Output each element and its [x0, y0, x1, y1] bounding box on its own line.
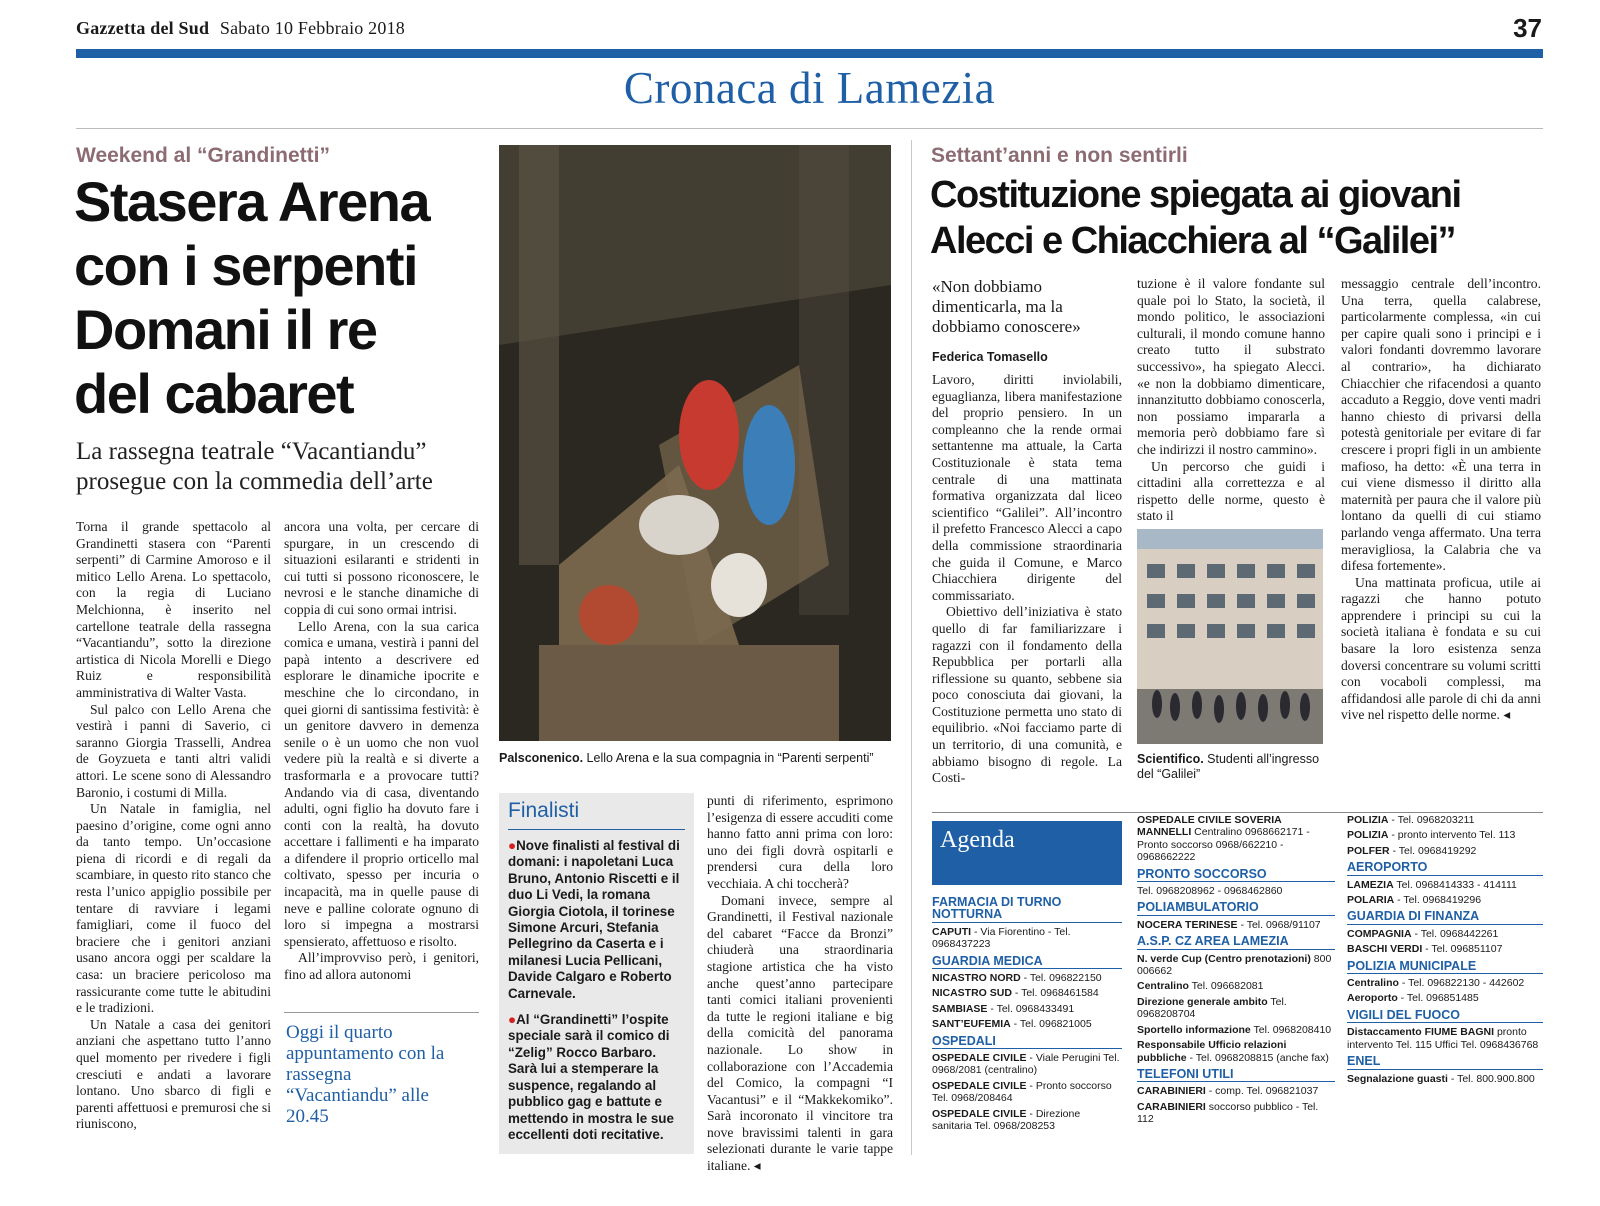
agenda-entry-detail: - Tel. 0968203211	[1388, 814, 1475, 826]
agenda-entry-name: POLFER	[1347, 844, 1390, 857]
finalisti-text-2	[508, 1012, 685, 1143]
headline-line-4: del cabaret	[74, 362, 354, 425]
agenda-entry-detail: - Viale Perugini Tel. 0968/2081 (centralino)	[932, 1052, 1120, 1077]
center-col	[707, 793, 893, 1175]
agenda-entry	[1137, 1039, 1335, 1064]
agenda-entry	[1347, 1073, 1543, 1085]
left-kicker: Weekend al “Grandinetti”	[76, 144, 330, 167]
agenda-heading: GUARDIA DI FINANZA	[1347, 910, 1543, 924]
agenda-entry	[1137, 885, 1335, 897]
school-photo	[1137, 529, 1323, 744]
agenda-rule	[932, 812, 1543, 813]
school-caption-text: Studenti all’ingresso del “Galilei”	[1137, 752, 1320, 781]
agenda-entry	[932, 1003, 1122, 1015]
school-photo-illustration	[1137, 529, 1323, 744]
headline-line-1: Stasera Arena	[74, 170, 430, 233]
agenda-col-c	[1347, 814, 1543, 1088]
agenda-entry	[1137, 980, 1335, 992]
paragraph: Lavoro, diritti inviolabili, eguaglianza, libera manifestazione del proprio pensiero. In un compleanno che la rende ormai settantenne ma attuale, la Carta Costituzionale è stata tema centrale di una mattinata formativa organizzata dal liceo scientifico “Galilei”. All’incontro il prefetto Francesco Alecci a capo della commissione straordinaria che guida il Comune, e Marco Chiacchiera dirigente del commissariato.	[932, 372, 1122, 603]
agenda-entry-detail: Tel. 096682081	[1188, 980, 1264, 993]
agenda-heading: POLIZIA MUNICIPALE	[1347, 960, 1543, 974]
left-deck	[76, 437, 496, 497]
agenda-entry-name: NICASTRO SUD	[932, 987, 1012, 1000]
agenda-entry-detail: - Pronto soccorso Tel. 0968/208464	[932, 1079, 1112, 1105]
stage-photo	[499, 145, 891, 741]
photo-caption-text: Lello Arena e la sua compagnia in “Parenti serpenti”	[583, 751, 874, 765]
agenda-entry	[932, 987, 1122, 999]
agenda-entry-detail: - Direzione sanitaria Tel. 0968/208253	[932, 1107, 1081, 1133]
finalisti-box	[499, 793, 694, 1154]
agenda-entry-name: NICASTRO NORD	[932, 972, 1021, 985]
agenda-entry	[1137, 1085, 1335, 1097]
stage-photo-illustration	[499, 145, 891, 741]
agenda-entry-detail: - Tel. 096851107	[1422, 943, 1503, 956]
agenda-entry-name: OSPEDALE CIVILE	[932, 1052, 1027, 1065]
agenda-entry	[1347, 814, 1543, 826]
paragraph: Lello Arena, con la sua carica comica e umana, vestirà i panni del papà intento a descrivere ed esplorare le dinamiche ipocrite e meschine che lo circondano, in quei giorni di santissima festività: è un genitore davvero in demenza senile o è un uomo che non vuol vedere più la realtà e si diverte a trasformarla e a provocare tutti? Andando via di casa, diventando adulti, ogni figlio ha dovuto fare i conti con la realtà, ha dovuto accettare i fallimenti e ha imparato a difendere il proprio orticello mal coltivato, spesso per incuria o incapacità, ma in quelle pause di neve e palline colorate ognuno di loro si impegna a mostrarsi spensierato, affettuoso e risolto.	[284, 618, 479, 949]
left-headline	[74, 170, 494, 426]
agenda-col-a	[932, 892, 1122, 1136]
agenda-heading: A.S.P. CZ AREA LAMEZIA	[1137, 935, 1335, 949]
agenda-entry-detail: - Tel. 0968433491	[987, 1002, 1075, 1015]
agenda-entry	[1347, 977, 1543, 989]
agenda-entry-detail: Centralino 0968662171 - Pronto soccorso 0968/662210 - 0968662222	[1137, 826, 1310, 864]
column-divider	[911, 140, 912, 1155]
agenda-heading: AEROPORTO	[1347, 861, 1543, 875]
agenda-entry-detail: - Tel. 0968461584	[1011, 987, 1099, 1000]
section-title: Cronaca di Lamezia	[623, 63, 996, 113]
agenda-entry-name: Centralino	[1347, 977, 1399, 990]
agenda-entry-detail: - Tel. 0968419296	[1394, 894, 1482, 907]
agenda-heading: GUARDIA MEDICA	[932, 955, 1122, 969]
deck-line-1: La rassegna teatrale “Vacantiandu”	[76, 438, 427, 465]
right-col-2	[1137, 276, 1325, 525]
paragraph: All’improvviso però, i genitori, fino ad allora autonomi	[284, 950, 479, 983]
agenda-entry-detail: 800 006662	[1137, 952, 1332, 978]
agenda-entry	[932, 926, 1122, 951]
agenda-entry-name: Centralino	[1137, 980, 1189, 993]
right-kicker: Settant’anni e non sentirli	[931, 144, 1188, 167]
bullet-icon: ●	[508, 1012, 517, 1028]
page-number: 37	[1513, 13, 1542, 43]
section-rule	[76, 128, 1543, 129]
agenda-entry	[1137, 919, 1335, 931]
agenda-entry-name: COMPAGNIA	[1347, 927, 1412, 940]
paragraph: messaggio centrale dell’incontro. Una terra, quella calabrese, particolarmente complessa, «in cui per capire quali sono i principi e i valori fondanti dovremmo lavorare al contrario», ha dichiarato Chiacchier che rifacendosi a quanto accaduto a Reggio, dove venti madri hanno chiesto di privarsi della potestà genitoriale per evitare di far crescere i propri figli in un ambiente mafioso, ha detto: «È una terra in cui viene dismesso il diritto alla maternità per paura che il valore più lontano da quelli di cui stiamo parlando venga affermato. Una terra meravigliosa, la Calabria che va difesa fortemente».	[1341, 276, 1541, 574]
headline-line-2: con i serpenti	[74, 234, 418, 297]
paragraph: Una mattinata proficua, utile ai ragazzi che hanno potuto apprendere i principi su cui la società italiana è fondata e su cui basare la loro esistenza senza doversi concentrare su volumi scritti con vocaboli complessi, ma affidandosi alle parole di chi da anni vive nel rispetto delle norme. ◂	[1341, 574, 1541, 723]
agenda-entry-name: CARABINIERI	[1137, 1100, 1206, 1113]
agenda-entry-name: OSPEDALE CIVILE	[932, 1107, 1027, 1120]
agenda-entry	[1347, 992, 1543, 1004]
agenda-entry-detail: - Tel. 0968442261	[1411, 927, 1499, 940]
agenda-col-b	[1137, 814, 1335, 1129]
headline-line-3: Domani il re	[74, 298, 377, 361]
school-caption-bold: Scientifico.	[1137, 752, 1204, 766]
agenda-entry	[932, 972, 1122, 984]
agenda-entry-detail: - Tel. 096822150	[1020, 972, 1102, 985]
paragraph: tuzione è il valore fondante sul quale poi lo Stato, la società, il mondo politico, le associazioni culturali, il mondo comune hanno creato tutto il substrato successivo», ha spiegato Alecci. «e non la dobbiamo dimenticare, innanzitutto dobbiamo conoscerla, non possiamo impararla a memoria però dobbiamo fare sì che indirizzi il nostro cammino».	[1137, 276, 1325, 457]
agenda-entry-name: Segnalazione guasti	[1347, 1072, 1448, 1085]
finalisti-p2: Al “Grandinetti” l’ospite speciale sarà il comico di “Zelig” Rocco Barbaro. Sarà lui a stemperare la suspence, regalando al pubblico gag e battute e mettendo in mostra le sue eccellenti doti recitative.	[508, 1012, 674, 1142]
agenda-entry	[1347, 845, 1543, 857]
agenda-entry-detail: - Tel. 800.900.800	[1447, 1072, 1535, 1085]
agenda-entry-detail: - Tel. 096822130 - 442602	[1398, 977, 1525, 990]
agenda-entry-detail: Tel. 0968208410	[1250, 1023, 1332, 1036]
newspaper-name: Gazzetta del Sud	[76, 18, 210, 38]
agenda-entry-name: SAMBIASE	[932, 1002, 988, 1015]
agenda-heading: TELEFONI UTILI	[1137, 1068, 1335, 1082]
agenda-entry	[1347, 894, 1543, 906]
top-rule	[76, 49, 1543, 58]
agenda-entry-detail: - Tel. 0968/91107	[1237, 918, 1321, 931]
agenda-entry	[932, 1108, 1122, 1133]
masthead	[76, 18, 405, 39]
agenda-entry-name: CAPUTI	[932, 925, 972, 938]
paragraph: Un percorso che guidi i cittadini alla correttezza e al rispetto delle norme, questo è stato il	[1137, 458, 1325, 524]
agenda-entry-detail: - Tel. 096851485	[1397, 992, 1479, 1005]
agenda-entry-name: BASCHI VERDI	[1347, 943, 1423, 956]
agenda-entry	[1137, 953, 1335, 978]
agenda-heading: POLIAMBULATORIO	[1137, 901, 1335, 915]
agenda-entry-name: POLIZIA	[1347, 814, 1389, 826]
agenda-entry-name: Distaccamento FIUME BAGNI	[1347, 1026, 1495, 1039]
paragraph: ancora una volta, per cercare di spurgare, in un crescendo di situazioni esilaranti e stridenti in cui tutti si possono riconoscere, le nevrosi e le stanche dinamiche di coppia di cui sono ormai intrisi.	[284, 519, 479, 617]
agenda-heading: PRONTO SOCCORSO	[1137, 868, 1335, 882]
agenda-entry-detail: pronto intervento Tel. 115 Uffici Tel. 0968436768	[1347, 1026, 1539, 1051]
photo-caption	[499, 751, 899, 766]
photo-caption-bold: Palsconenico.	[499, 751, 584, 765]
left-col-1	[76, 519, 271, 1133]
agenda-entry	[1137, 814, 1335, 864]
agenda-entry	[1347, 943, 1543, 955]
byline: Federica Tomasello	[932, 350, 1048, 364]
agenda-heading: FARMACIA DI TURNO NOTTURNA	[932, 896, 1122, 923]
agenda-entry	[1347, 1026, 1543, 1051]
issue-date: Sabato 10 Febbraio 2018	[219, 18, 405, 38]
pull-rule-top	[284, 1012, 479, 1013]
agenda-entry	[932, 1080, 1122, 1105]
agenda-entry-name: POLIZIA	[1347, 829, 1389, 842]
paragraph: Un Natale a casa dei genitori anziani che aspettano tutto l’anno quel momento per rivedere i figli cresciuti e andati a lavorare lontano. Uno sbarco di figli e parenti affettuosi e premurosi che si riuniscono,	[76, 1016, 271, 1132]
deck-line-2: prosegue con la commedia dell’arte	[76, 468, 433, 495]
agenda-entry-name: Aeroporto	[1347, 992, 1398, 1005]
agenda-entry	[1347, 829, 1543, 841]
agenda-entry-detail: - pronto intervento Tel. 113	[1388, 829, 1516, 842]
agenda-entry	[1137, 996, 1335, 1021]
agenda-entry-name: CARABINIERI	[1137, 1085, 1206, 1098]
finalisti-title: Finalisti	[508, 799, 685, 830]
agenda-entry	[1137, 1101, 1335, 1126]
paragraph: Sul palco con Lello Arena che vestirà i panni di Saverio, ci saranno Giorgia Trasselli, Andrea de Goyzueta e tanti altri validi attori. Le scene sono di Alessandro Baronio, i costumi di Milla.	[76, 701, 271, 800]
agenda-entry-name: Direzione generale ambito	[1137, 995, 1268, 1008]
finalisti-p1: Nove finalisti al festival di domani: i napoletani Luca Bruno, Antonio Riscetti e il duo Li Vedi, la romana Giorgia Ciotola, il torinese Simone Arcuri, Stefania Pellegrino da Caserta e i milanesi Lucia Pellicani, Davide Calgaro e Roberto Carnevale.	[508, 838, 680, 1001]
agenda-heading: ENEL	[1347, 1055, 1543, 1069]
agenda-entry-detail: - Tel. 0968208815 (anche fax)	[1186, 1051, 1329, 1064]
right-col-3	[1341, 276, 1541, 724]
agenda-entry-name: SANT’EUFEMIA	[932, 1018, 1011, 1031]
paragraph: Un Natale in famiglia, nel paesino d’origine, come ogni anno da tanto tempo. Un’occasione piena di ricordi e di regali da scambiare, in questo rito stanco che resta l’unico appiglio possibile per tentare di ravviare i legami famigliari, come il fuoco del braciere che i genitori anziani usano ancora oggi per scaldare la casa: un braciere pericoloso ma rassicurante come tutte le abitudini e le tradizioni.	[76, 801, 271, 1016]
agenda-entry	[1347, 879, 1543, 891]
paragraph: Torna il grande spettacolo al Grandinetti stasera con “Parenti serpenti” di Carmine Amoroso e il mitico Lello Arena. Lo spettacolo, con la regia di Luciano Melchionna, è inserito nel cartellone teatrale della rassegna “Vacantiandu”, sotto la direzione artistica di Nicola Morelli e Diego Ruiz e responsibilità amministrativa di Walter Vasta.	[76, 519, 271, 700]
agenda-entry-name: N. verde Cup (Centro prenotazioni)	[1137, 952, 1311, 965]
paragraph: Domani invece, sempre al Grandinetti, il Festival nazionale del cabaret “Facce da Bronzi” chiuderà una straordinaria stagione artistica che ha visto anche quest’anno partecipare tanti comici italiani provenienti da tutte le regioni italiane e big della comicità del panorama nazionale. Lo show in collaborazione con l’Accademia del Comico, la compagni “I Vacantusi” e il “Makkekomiko”. Sarà incoronato il vincitore tra nove bravissimi talenti in gara selezionati durante le varie tappe italiane. ◂	[707, 892, 893, 1174]
agenda-entry-detail: - Via Fiorentino - Tel. 0968437223	[932, 925, 1071, 951]
agenda-entry-name: NOCERA TERINESE	[1137, 918, 1238, 931]
right-headline	[930, 172, 1550, 264]
right-col-1	[932, 372, 1122, 787]
bullet-icon: ●	[508, 838, 517, 853]
agenda-heading: VIGILI DEL FUOCO	[1347, 1009, 1543, 1023]
agenda-title: Agenda	[932, 821, 1122, 885]
headline-line-2: Alecci e Chiacchiera al “Galilei”	[930, 220, 1456, 262]
agenda-entry-detail: - Tel. 0968419292	[1389, 844, 1477, 857]
agenda-entry	[1347, 928, 1543, 940]
agenda-entry-name: Responsabile Ufficio relazioni pubbliche	[1137, 1039, 1287, 1064]
agenda-entry-name: POLARIA	[1347, 894, 1395, 907]
school-photo-caption	[1137, 752, 1323, 782]
agenda-entry-detail: Tel. 0968208704	[1137, 995, 1287, 1021]
agenda-entry-name: OSPEDALE CIVILE SOVERIA MANNELLI	[1137, 814, 1282, 839]
agenda-heading: OSPEDALI	[932, 1035, 1122, 1049]
left-col-2	[284, 519, 479, 984]
agenda-entry	[932, 1052, 1122, 1077]
paragraph: Obiettivo dell’iniziativa è stato quello di far familiarizzare i ragazzi con il fondamento della Repubblica per portarli alla riflessione su quanto, sebbene sia poco conosciuta dai giovani, la Costituzione permetta uno stato di equilibrio. «Noi facciamo parte di un territorio, di una comunità, e abbiamo bisogno di regole. La Costi-	[932, 604, 1122, 786]
headline-line-1: Costituzione spiegata ai giovani	[930, 174, 1461, 216]
agenda-entry-detail: - Tel. 096821005	[1010, 1018, 1092, 1031]
agenda-entry-name: Sportello informazione	[1137, 1023, 1251, 1036]
agenda-entry-detail: - comp. Tel. 096821037	[1205, 1085, 1319, 1098]
agenda-entry	[1137, 1024, 1335, 1036]
agenda-entry-name: OSPEDALE CIVILE	[932, 1079, 1027, 1092]
agenda-entry-detail: Tel. 0968414333 - 414111	[1393, 878, 1517, 891]
agenda-entry-name: LAMEZIA	[1347, 878, 1394, 891]
finalisti-text-1	[508, 838, 685, 1002]
pull-quote: Oggi il quarto appuntamento con la rassegna “Vacantiandu” alle 20.45	[286, 1022, 445, 1127]
agenda-entry	[932, 1018, 1122, 1030]
agenda-entry-detail: Tel. 0968208962 - 0968462860	[1137, 885, 1283, 898]
pull-quote-right: «Non dobbiamo dimenticarla, ma la dobbiamo conoscere»	[932, 277, 1081, 336]
paragraph: punti di riferimento, esprimono l’esigenza di essere accuditi come hanno fatto anni prima con loro: uno dei figli dovrà ospitarli e prendersi cura della loro vecchiaia. A chi toccherà?	[707, 793, 893, 891]
agenda-entry-detail: soccorso pubblico - Tel. 112	[1137, 1100, 1319, 1126]
